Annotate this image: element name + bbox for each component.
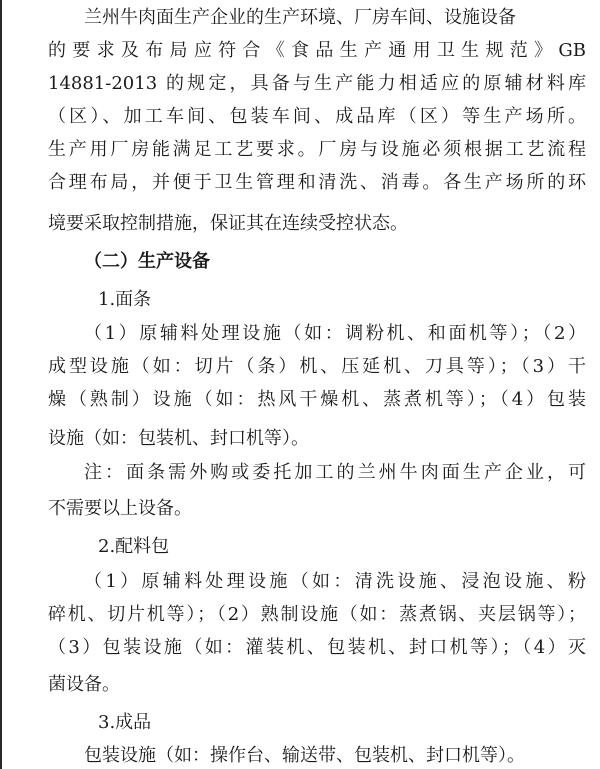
seasoning-line-4: 菌设备。 [48,674,120,695]
noodles-line-1: （1）原辅料处理设施（如：调粉机、和面机等）；（2） [84,323,586,344]
subheading-finished-product: 3.成品 [98,712,152,733]
noodles-line-3: 燥（熟制）设施（如：热风干燥机、蒸煮机等）；（4）包装 [48,389,586,410]
paragraph-1-line-6: 合理布局，并便于卫生管理和清洗、消毒。各生产场所的环 [48,172,586,193]
seasoning-line-3: （3）包装设施（如：灌装机、包装机、封口机等）；（4）灭 [48,637,586,658]
paragraph-1-line-7: 境要采取控制措施，保证其在连续受控状态。 [48,213,408,234]
finished-product-line-1: 包装设施（如：操作台、输送带、包装机、封口机等）。 [84,745,525,766]
section-heading-production-equipment: （二）生产设备 [84,251,210,272]
paragraph-1-line-4: （区）、加工车间、包装车间、成品库（区）等生产场所。 [48,106,586,127]
paragraph-1-line-5: 生产用厂房能满足工艺要求。厂房与设施必须根据工艺流程 [48,139,586,160]
paragraph-1-line-3: 14881-2013 的规定，具备与生产能力相适应的原辅材料库 [48,73,586,94]
subheading-noodles: 1.面条 [98,289,152,310]
paragraph-1-line-2: 的要求及布局应符合《食品生产通用卫生规范》GB [48,40,586,61]
noodles-line-4: 设施（如：包装机、封口机等）。 [48,428,309,449]
note-line-1: 注：面条需外购或委托加工的兰州牛肉面生产企业，可 [84,462,586,483]
noodles-line-2: 成型设施（如：切片（条）机、压延机、刀具等）；（3）干 [48,356,586,377]
seasoning-line-2: 碎机、切片机等）；（2）熟制设施（如：蒸煮锅、夹层锅等）； [48,604,586,625]
subheading-seasoning-pack: 2.配料包 [98,536,170,557]
seasoning-line-1: （1）原辅料处理设施（如：清洗设施、浸泡设施、粉 [84,571,586,592]
note-line-2: 不需要以上设备。 [48,498,192,519]
page-left-border [0,0,2,769]
paragraph-1-line-1: 兰州牛肉面生产企业的生产环境、厂房车间、设施设备 [84,7,516,28]
